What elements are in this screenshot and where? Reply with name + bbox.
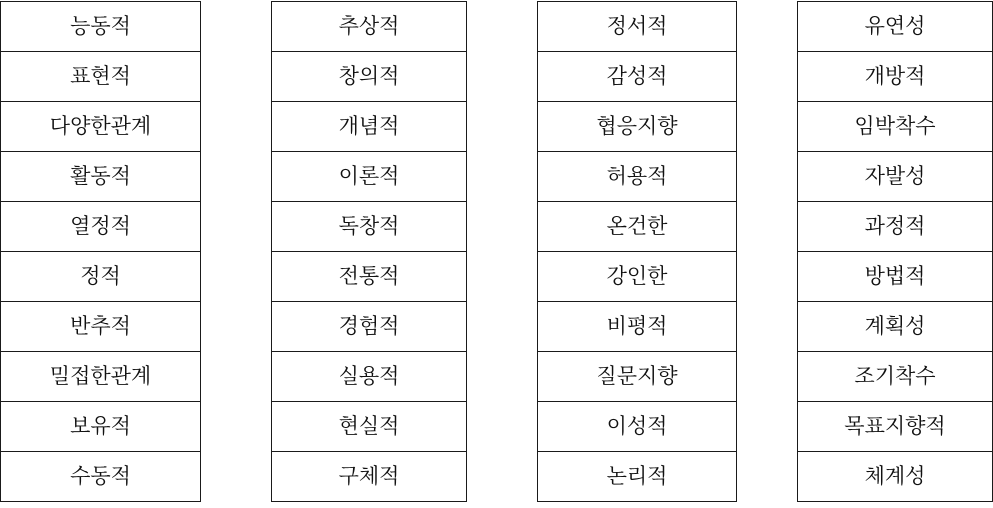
table-row: [1, 452, 201, 502]
table-row: [272, 452, 467, 502]
word-cell: 반추적: [1, 302, 201, 352]
word-cell: 비평적: [538, 302, 737, 352]
table-row: [798, 352, 993, 402]
word-cell: 다양한관계: [1, 102, 201, 152]
word-cell: 보유적: [1, 402, 201, 452]
table-row: [1, 352, 201, 402]
table-row: [1, 102, 201, 152]
word-cell: 계획성: [798, 302, 993, 352]
table-row: [272, 2, 467, 52]
word-cell: 논리적: [538, 452, 737, 502]
table-row: [798, 402, 993, 452]
word-cell: 강인한: [538, 252, 737, 302]
table-row: [798, 152, 993, 202]
word-cell: 이성적: [538, 402, 737, 452]
word-cell: 방법적: [798, 252, 993, 302]
word-cell: 추상적: [272, 2, 467, 52]
word-cell: 열정적: [1, 202, 201, 252]
table-row: [538, 52, 737, 102]
word-column-3: [537, 1, 737, 502]
table-row: [1, 2, 201, 52]
table-row: [272, 252, 467, 302]
table-row: [1, 202, 201, 252]
table-row: [798, 202, 993, 252]
table-row: [1, 52, 201, 102]
word-cell: 구체적: [272, 452, 467, 502]
word-cell: 전통적: [272, 252, 467, 302]
word-column-2: [271, 1, 467, 502]
table-row: [538, 452, 737, 502]
table-row: [272, 52, 467, 102]
table-row: [272, 102, 467, 152]
word-cell: 유연성: [798, 2, 993, 52]
table-row: [1, 402, 201, 452]
word-cell: 협응지향: [538, 102, 737, 152]
table-row: [538, 202, 737, 252]
word-cell: 온건한: [538, 202, 737, 252]
table-row: [272, 152, 467, 202]
table-row: [272, 402, 467, 452]
word-cell: 실용적: [272, 352, 467, 402]
word-cell: 질문지향: [538, 352, 737, 402]
table-row: [538, 252, 737, 302]
table-row: [798, 102, 993, 152]
table-row: [538, 302, 737, 352]
table-row: [538, 152, 737, 202]
word-cell: 수동적: [1, 452, 201, 502]
word-cell: 현실적: [272, 402, 467, 452]
table-row: [272, 202, 467, 252]
word-cell: 조기착수: [798, 352, 993, 402]
table-row: [798, 2, 993, 52]
table-row: [798, 452, 993, 502]
word-cell: 과정적: [798, 202, 993, 252]
word-column-1: [0, 1, 201, 502]
word-cell: 개방적: [798, 52, 993, 102]
word-cell: 이론적: [272, 152, 467, 202]
word-cell: 능동적: [1, 2, 201, 52]
word-cell: 허용적: [538, 152, 737, 202]
word-cell: 감성적: [538, 52, 737, 102]
table-row: [272, 352, 467, 402]
word-cell: 창의적: [272, 52, 467, 102]
table-row: [798, 52, 993, 102]
word-cell: 개념적: [272, 102, 467, 152]
table-row: [1, 152, 201, 202]
word-cell: 활동적: [1, 152, 201, 202]
table-row: [538, 2, 737, 52]
table-row: [272, 302, 467, 352]
table-row: [798, 302, 993, 352]
word-cell: 독창적: [272, 202, 467, 252]
word-cell: 정서적: [538, 2, 737, 52]
word-cell: 체계성: [798, 452, 993, 502]
word-cell: 밀접한관계: [1, 352, 201, 402]
table-row: [798, 252, 993, 302]
table-row: [538, 352, 737, 402]
word-cell: 경험적: [272, 302, 467, 352]
table-row: [538, 102, 737, 152]
table-row: [538, 402, 737, 452]
word-cell: 목표지향적: [798, 402, 993, 452]
word-cell: 임박착수: [798, 102, 993, 152]
word-cell: 정적: [1, 252, 201, 302]
word-column-4: [797, 1, 993, 502]
word-cell: 표현적: [1, 52, 201, 102]
table-row: [1, 302, 201, 352]
word-cell: 자발성: [798, 152, 993, 202]
table-row: [1, 252, 201, 302]
